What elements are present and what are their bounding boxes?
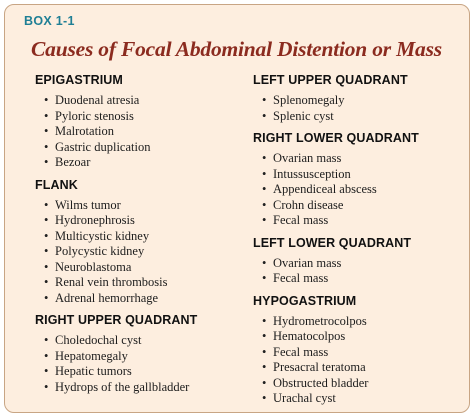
list-item: • Gastric duplication — [44, 140, 240, 156]
list-item: • Wilms tumor — [44, 198, 240, 214]
list-item: • Pyloric stenosis — [44, 109, 240, 125]
list-item: • Appendiceal abscess — [262, 182, 468, 198]
list-item: • Hydronephrosis — [44, 213, 240, 229]
item-list — [253, 93, 468, 124]
list-item: • Obstructed bladder — [262, 376, 468, 392]
section-hypogastrium — [253, 293, 468, 407]
section-heading: RIGHT UPPER QUADRANT — [35, 313, 198, 327]
item-list — [253, 151, 468, 229]
section-heading: RIGHT LOWER QUADRANT — [253, 131, 419, 145]
list-item: • Fecal mass — [262, 271, 468, 287]
list-item: • Polycystic kidney — [44, 244, 240, 260]
section-heading: EPIGASTRIUM — [35, 73, 123, 87]
list-item: • Fecal mass — [262, 213, 468, 229]
list-item: • Bezoar — [44, 155, 240, 171]
list-item: • Presacral teratoma — [262, 360, 468, 376]
list-item: • Hepatic tumors — [44, 364, 240, 380]
list-item: • Hematocolpos — [262, 329, 468, 345]
list-item: • Urachal cyst — [262, 391, 468, 407]
list-item: • Crohn disease — [262, 198, 468, 214]
list-item: • Duodenal atresia — [44, 93, 240, 109]
list-item: • Hydrometrocolpos — [262, 314, 468, 330]
right-column — [253, 72, 468, 413]
item-list — [35, 333, 240, 395]
list-item: • Hydrops of the gallbladder — [44, 380, 240, 396]
section-right-lower-quadrant — [253, 130, 468, 229]
section-heading: FLANK — [35, 177, 78, 192]
section-heading: LEFT LOWER QUADRANT — [253, 235, 412, 250]
item-list — [253, 314, 468, 407]
section-heading: LEFT UPPER QUADRANT — [253, 73, 408, 87]
list-item: • Ovarian mass — [262, 256, 468, 272]
list-item: • Renal vein thrombosis — [44, 275, 240, 291]
list-item: • Choledochal cyst — [44, 333, 240, 349]
left-column — [35, 72, 240, 401]
section-epigastrium — [35, 72, 240, 171]
item-list — [35, 93, 240, 171]
box-label: BOX 1-1 — [24, 14, 75, 28]
box-title: Causes of Focal Abdominal Distention or Mass — [31, 37, 442, 61]
list-item: • Splenomegaly — [262, 93, 468, 109]
item-list — [35, 198, 240, 307]
section-left-upper-quadrant — [253, 72, 468, 124]
section-left-lower-quadrant — [253, 235, 468, 287]
list-item: • Neuroblastoma — [44, 260, 240, 276]
list-item: • Multicystic kidney — [44, 229, 240, 245]
section-right-upper-quadrant — [35, 312, 240, 395]
list-item: • Malrotation — [44, 124, 240, 140]
section-heading: HYPOGASTRIUM — [253, 293, 357, 308]
list-item: • Adrenal hemorrhage — [44, 291, 240, 307]
list-item: • Ovarian mass — [262, 151, 468, 167]
section-flank — [35, 177, 240, 307]
info-box — [4, 4, 470, 413]
list-item: • Intussusception — [262, 167, 468, 183]
list-item: • Splenic cyst — [262, 109, 468, 125]
list-item: • Fecal mass — [262, 345, 468, 361]
item-list — [253, 256, 468, 287]
list-item: • Hepatomegaly — [44, 349, 240, 365]
